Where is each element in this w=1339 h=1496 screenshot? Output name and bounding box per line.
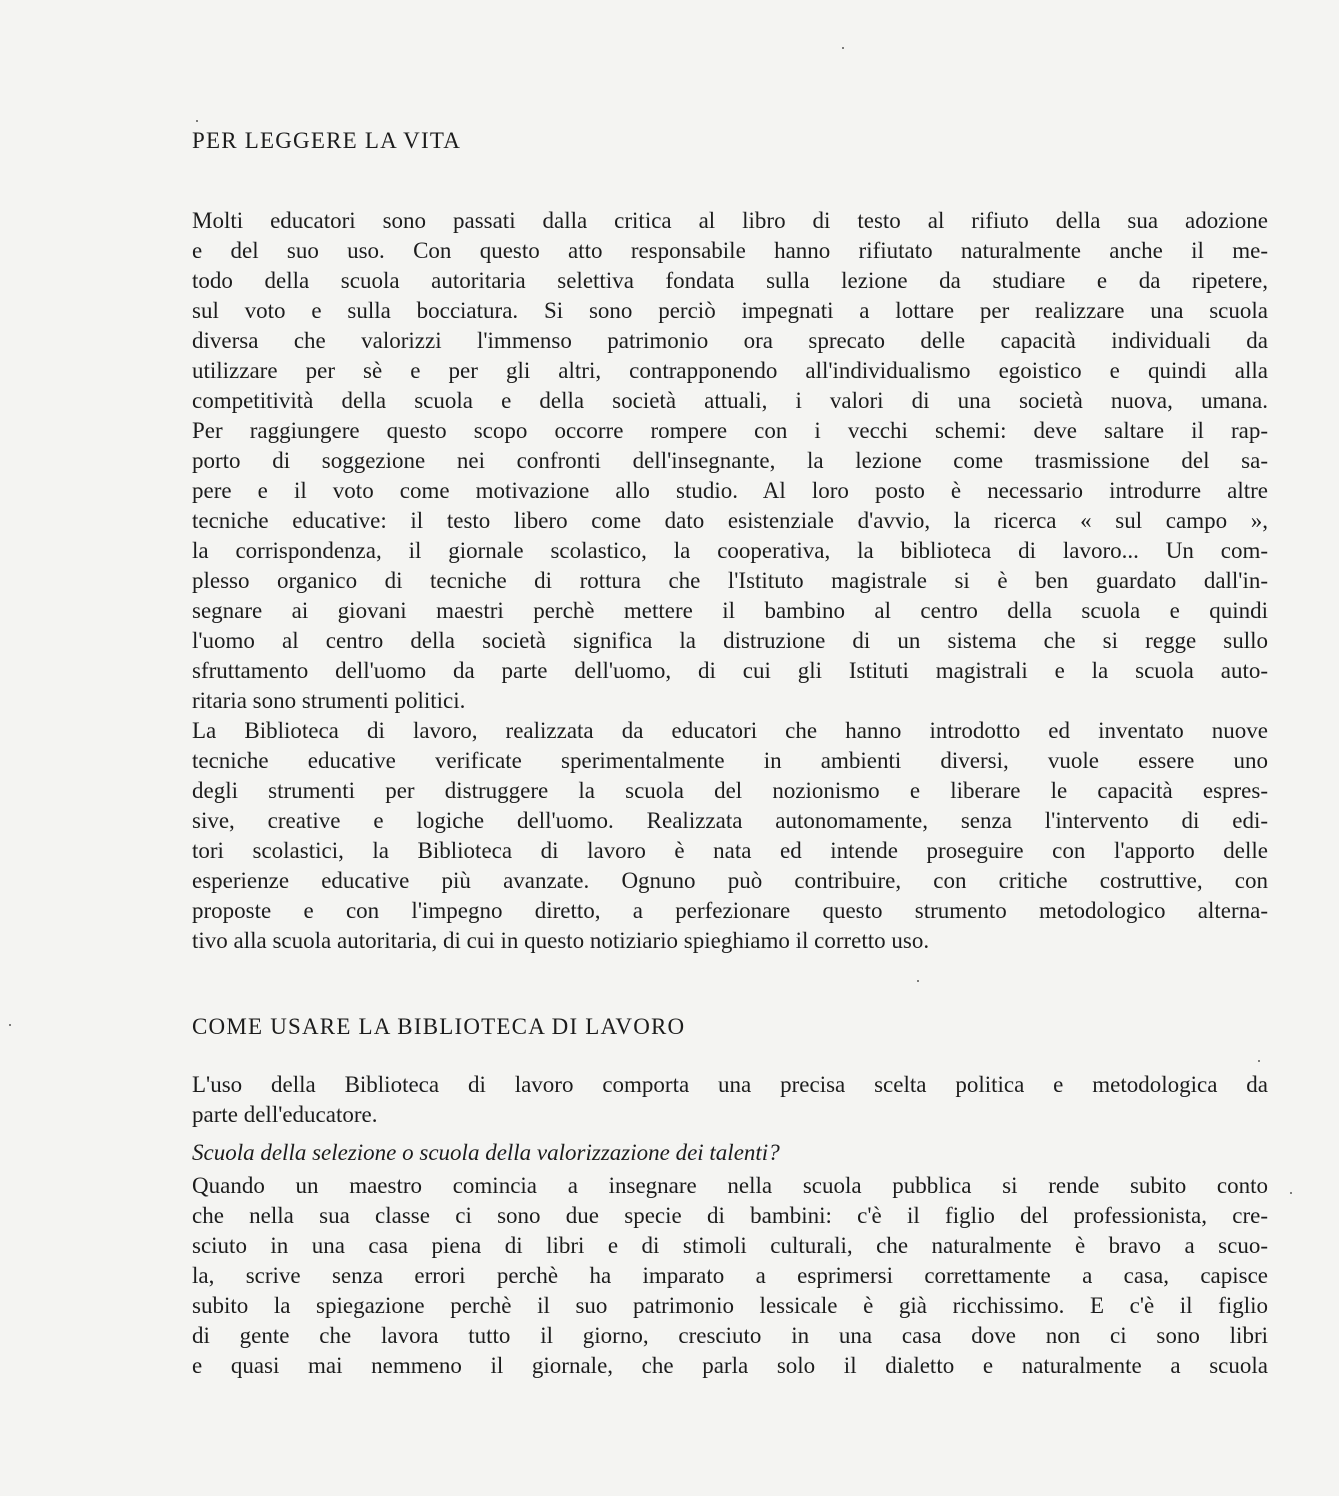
text-line: L'uso della Biblioteca di lavoro comporta una precisa scelta politica e metodologica da	[192, 1072, 1268, 1097]
text-line: di gente che lavora tutto il giorno, cresciuto in una casa dove non ci sono libri	[192, 1323, 1268, 1348]
scan-speck	[1290, 1192, 1292, 1194]
text-line: sfruttamento dell'uomo da parte dell'uomo, di cui gli Istituti magistrali e la scuola auto-	[192, 658, 1268, 683]
text-line: utilizzare per sè e per gli altri, contrapponendo all'individualismo egoistico e quindi alla	[192, 358, 1268, 383]
text-line: La Biblioteca di lavoro, realizzata da educatori che hanno introdotto ed inventato nuove	[192, 718, 1268, 743]
section-title-come-usare: COME USARE LA BIBLIOTECA DI LAVORO	[192, 1014, 686, 1039]
text-line: tecniche educative verificate sperimentalmente in ambienti diversi, vuole essere uno	[192, 748, 1268, 773]
section-title-per-leggere-la-vita: PER LEGGERE LA VITA	[192, 128, 462, 153]
text-line: sul voto e sulla bocciatura. Si sono perciò impegnati a lottare per realizzare una scuola	[192, 298, 1268, 323]
text-line: Molti educatori sono passati dalla critica al libro di testo al rifiuto della sua adozione	[192, 208, 1268, 233]
section2-paragraph	[192, 1171, 1268, 1381]
text-line: segnare ai giovani maestri perchè mettere il bambino al centro della scuola e quindi	[192, 598, 1268, 623]
text-line: subito la spiegazione perchè il suo patrimonio lessicale è già ricchissimo. E c'è il figlio	[192, 1293, 1268, 1318]
scan-speck	[9, 1024, 11, 1026]
text-line: proposte e con l'impegno diretto, a perfezionare questo strumento metodologico alterna-	[192, 898, 1268, 923]
text-line: tivo alla scuola autoritaria, di cui in questo notiziario spieghiamo il corretto uso.	[192, 928, 930, 953]
text-line: diversa che valorizzi l'immenso patrimonio ora sprecato delle capacità individuali da	[192, 328, 1268, 353]
scan-speck	[1258, 1060, 1260, 1062]
text-line: sciuto in una casa piena di libri e di stimoli culturali, che naturalmente è bravo a scuo-	[192, 1233, 1268, 1258]
text-line: degli strumenti per distruggere la scuola del nozionismo e liberare le capacità espres-	[192, 778, 1268, 803]
text-line: che nella sua classe ci sono due specie di bambini: c'è il figlio del professionista, cre-	[192, 1203, 1268, 1228]
scan-speck	[917, 980, 919, 982]
text-line: Quando un maestro comincia a insegnare nella scuola pubblica si rende subito conto	[192, 1173, 1268, 1198]
text-line: l'uomo al centro della società significa la distruzione di un sistema che si regge sullo	[192, 628, 1268, 653]
text-line: ritaria sono strumenti politici.	[192, 688, 466, 713]
text-line: todo della scuola autoritaria selettiva fondata sulla lezione da studiare e da ripetere,	[192, 268, 1268, 293]
section2-intro	[192, 1070, 1268, 1130]
italic-subheading: Scuola della selezione o scuola della valorizzazione dei talenti?	[192, 1140, 780, 1165]
text-line: la, scrive senza errori perchè ha imparato a esprimersi correttamente a casa, capisce	[192, 1263, 1268, 1288]
section2-subheading	[192, 1138, 1268, 1168]
text-line: porto di soggezione nei confronti dell'insegnante, la lezione come trasmissione del sa-	[192, 448, 1268, 473]
text-line: parte dell'educatore.	[192, 1102, 378, 1127]
text-line: sive, creative e logiche dell'uomo. Realizzata autonomamente, senza l'intervento di edi-	[192, 808, 1268, 833]
text-line: pere e il voto come motivazione allo studio. Al loro posto è necessario introdurre altre	[192, 478, 1268, 503]
text-line: competitività della scuola e della società attuali, i valori di una società nuova, umana.	[192, 388, 1268, 413]
text-line: la corrispondenza, il giornale scolastico, la cooperativa, la biblioteca di lavoro... Un com-	[192, 538, 1268, 563]
text-line: e quasi mai nemmeno il giornale, che parla solo il dialetto e naturalmente a scuola	[192, 1353, 1268, 1378]
scan-speck	[196, 120, 198, 122]
text-line: Per raggiungere questo scopo occorre rompere con i vecchi schemi: deve saltare il rap-	[192, 418, 1268, 443]
text-line: esperienze educative più avanzate. Ognuno può contribuire, con critiche costruttive, con	[192, 868, 1268, 893]
text-line: tecniche educative: il testo libero come dato esistenziale d'avvio, la ricerca « sul campo »,	[192, 508, 1268, 533]
text-line: tori scolastici, la Biblioteca di lavoro è nata ed intende proseguire con l'apporto delle	[192, 838, 1268, 863]
text-line: e del suo uso. Con questo atto responsabile hanno rifiutato naturalmente anche il me-	[192, 238, 1268, 263]
text-line: plesso organico di tecniche di rottura che l'Istituto magistrale si è ben guardato dall'in-	[192, 568, 1268, 593]
scan-speck	[842, 47, 844, 49]
section1-paragraph	[192, 206, 1268, 956]
